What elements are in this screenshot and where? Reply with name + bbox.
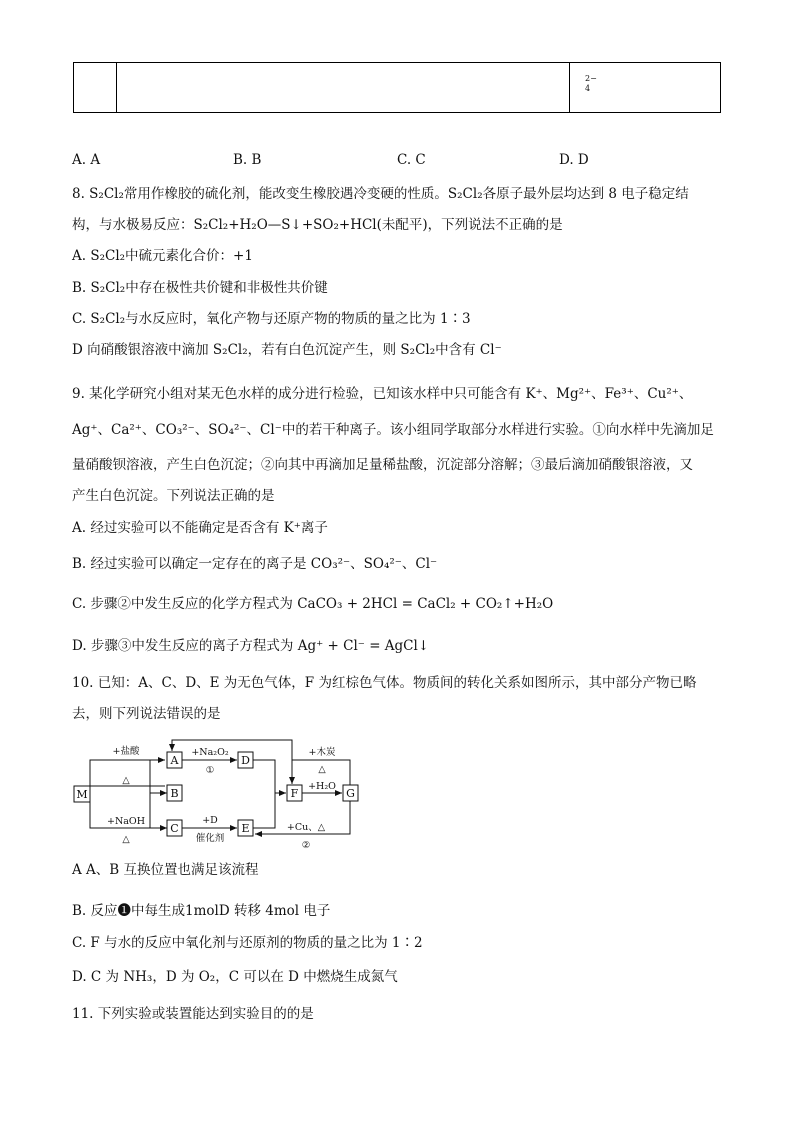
- q9-option-a: A. 经过实验可以不能确定是否含有 K⁺离子: [72, 520, 328, 536]
- q10-option-c: C. F 与水的反应中氧化剂与还原剂的物质的量之比为 1∶2: [72, 935, 423, 951]
- q10-option-d: D. C 为 NH₃，D 为 O₂，C 可以在 D 中燃烧生成氮气: [72, 969, 398, 985]
- label-naoh: +NaOH: [106, 816, 146, 827]
- q9-option-c: C. 步骤②中发生反应的化学方程式为 CaCO₃ + 2HCl = CaCl₂ + CO₂↑+H₂O: [72, 596, 554, 612]
- q9-option-b: B. 经过实验可以确定一定存在的离子是 CO₃²⁻、SO₄²⁻、Cl⁻: [72, 556, 438, 572]
- q7-option-a: A. A: [72, 152, 101, 168]
- label-reaction-2: ②: [301, 840, 311, 851]
- q10-flow-diagram: [60, 728, 380, 853]
- label-heat-1: △: [122, 775, 130, 786]
- label-copper-heat: +Cu、△: [286, 822, 326, 833]
- q10-stem-line1: 10. 已知：A、C、D、E 为无色气体，F 为红棕色气体。物质间的转化关系如图所示，其中部分产物已略: [72, 675, 697, 691]
- node-c-label: C: [170, 822, 179, 835]
- label-hydrochloric-acid: +盐酸: [112, 746, 140, 757]
- q8-option-d: D 向硝酸银溶液中滴加 S₂Cl₂，若有白色沉淀产生，则 S₂Cl₂中含有 Cl⁻: [72, 342, 502, 358]
- q7-option-d: D. D: [559, 152, 589, 168]
- q8-stem-line2: 构，与水极易反应：S₂Cl₂+H₂O—S↓+SO₂+HCl(未配平)，下列说法不正确的是: [72, 217, 563, 233]
- q9-option-d: D. 步骤③中发生反应的离子方程式为 Ag⁺ + Cl⁻ = AgCl↓: [72, 638, 430, 654]
- table-cell-text: 2− 4: [585, 74, 597, 93]
- q8-option-a: A. S₂Cl₂中硫元素化合价：+1: [72, 248, 253, 264]
- node-d-label: D: [241, 754, 250, 767]
- label-na2o2: +Na₂O₂: [191, 747, 229, 758]
- label-plus-d: +D: [202, 815, 218, 826]
- label-water: +H₂O: [308, 781, 336, 792]
- q9-stem-line4: 产生白色沉淀。下列说法正确的是: [72, 488, 275, 504]
- node-b-label: B: [170, 787, 179, 800]
- q8-option-c: C. S₂Cl₂与水反应时，氧化产物与还原产物的物质的量之比为 1∶3: [72, 311, 471, 327]
- label-heat-2: △: [122, 834, 130, 845]
- q11-stem: 11. 下列实验或装置能达到实验目的的是: [72, 1006, 314, 1022]
- node-f-label: F: [290, 787, 299, 800]
- answer-table: [73, 62, 721, 113]
- node-a-label: A: [170, 754, 179, 767]
- q7-option-b: B. B: [233, 152, 262, 168]
- q10-option-b: B. 反应❶中每生成1molD 转移 4mol 电子: [72, 903, 331, 919]
- q10-option-a: A A、B 互换位置也满足该流程: [72, 862, 259, 878]
- node-m-label: M: [76, 788, 88, 801]
- q9-stem-line2: Ag⁺、Ca²⁺、CO₃²⁻、SO₄²⁻、Cl⁻中的若干种离子。该小组同学取部分水样进行实验。①向水样中先滴加足: [72, 422, 714, 438]
- label-catalyst: 催化剂: [195, 833, 225, 844]
- label-charcoal: +木炭: [308, 747, 336, 758]
- q9-stem-line3: 量硝酸钡溶液，产生白色沉淀；②向其中再滴加足量稀盐酸，沉淀部分溶解；③最后滴加硝酸银溶液，又: [72, 457, 693, 473]
- node-g-label: G: [346, 787, 355, 800]
- q10-stem-line2: 去，则下列说法错误的是: [72, 706, 221, 722]
- q8-stem-line1: 8. S₂Cl₂常用作橡胶的硫化剂，能改变生橡胶遇冷变硬的性质。S₂Cl₂各原子最外层均达到 8 电子稳定结: [72, 186, 689, 202]
- label-reaction-1: ①: [205, 765, 215, 776]
- table-cell-index: [74, 63, 117, 113]
- q7-option-c: C. C: [397, 152, 426, 168]
- node-e-label: E: [241, 822, 250, 835]
- q8-option-b: B. S₂Cl₂中存在极性共价键和非极性共价键: [72, 280, 328, 296]
- label-heat-3: △: [318, 764, 326, 775]
- table-cell-content: [117, 63, 570, 113]
- q9-stem-line1: 9. 某化学研究小组对某无色水样的成分进行检验，已知该水样中只可能含有 K⁺、Mg²⁺、Fe³⁺、Cu²⁺、: [72, 386, 693, 402]
